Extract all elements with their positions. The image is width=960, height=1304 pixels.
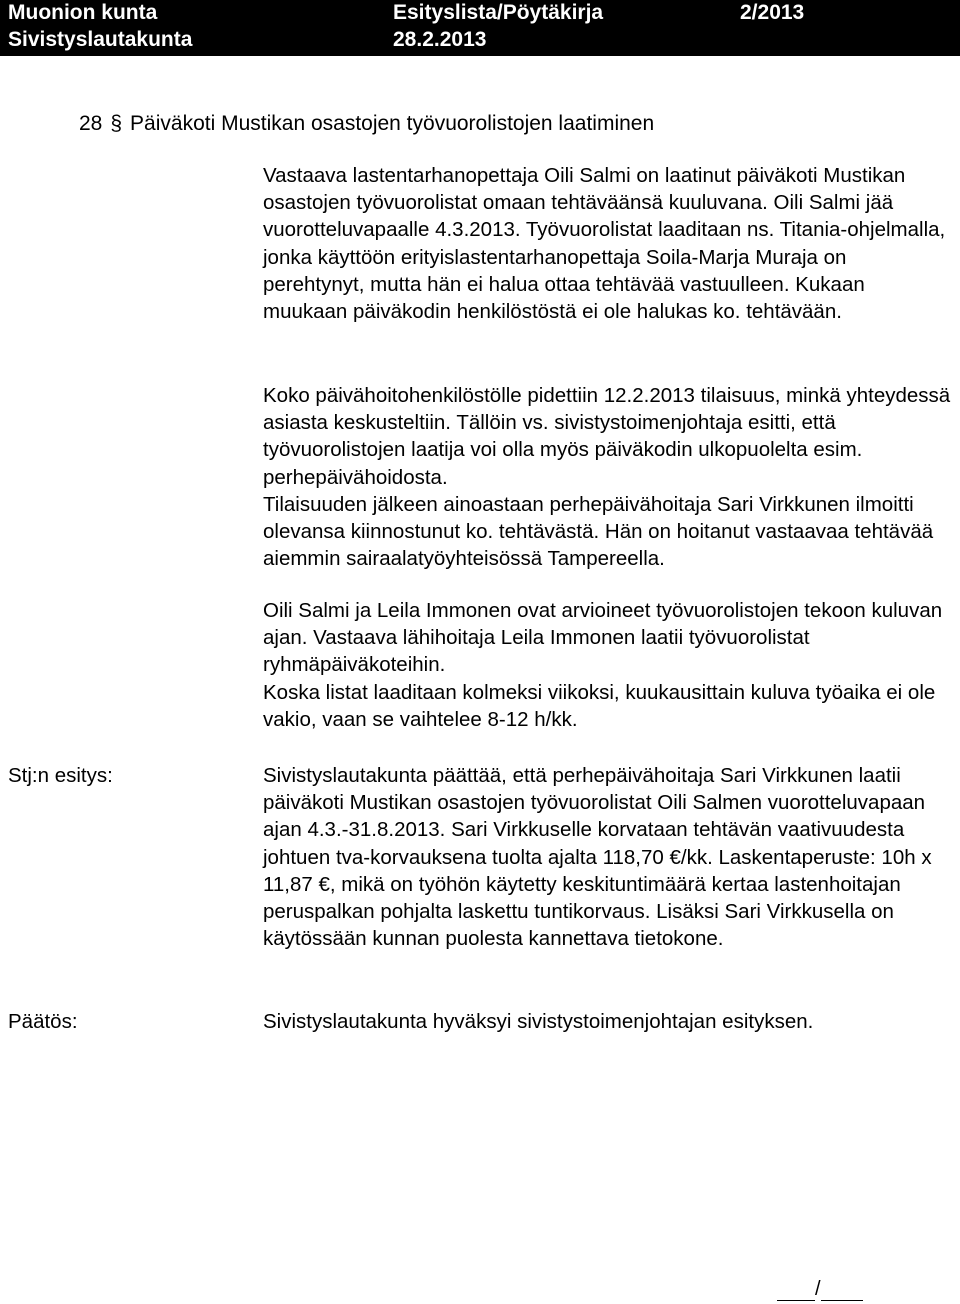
paragraph-text: Vastaava lastentarhanopettaja Oili Salmi on laatinut päiväkoti Mustikan osastojen työvuorolistat omaan tehtäväänsä kuuluvana. Oili Salmi jää vuorotteluvapaalle 4.3.2013. Työvuorolistat laaditaan ns. Titania-ohjelmalla, jonka käyttöön erityislastentarhanopettaja Soila-Marja Muraja on perehtynyt, mutta hän ei halua ottaa tehtävää vastuulleen. Kukaan muukaan päiväkodin henkilöstöstä ei ole halukas ko. tehtävään. [263, 164, 946, 324]
section-number: 28 [79, 112, 103, 135]
paragraph-text: Sivistyslautakunta päättää, että perhepäivähoitaja Sari Virkkunen laatii päiväkoti Mustikan osastojen työvuorolistat Oili Salmen vuorotteluvapaan ajan 4.3.-31.8.2013. Sari Virkkuselle korvataan tehtävän vaativuudesta johtuen tva-korvauksena tuolta ajalta 118,70 €/kk. Laskentaperuste: 10h x 11,87 €, mikä on työhön käytetty keskituntimäärä kertaa lastenhoitajan peruspalkan pohjalta laskettu tuntikorvaus. Lisäksi Sari Virkkusella on käytössään kunnan puolesta kannettava tietokone. [263, 764, 932, 951]
meeting-paragraph [263, 382, 953, 572]
meeting-date: 28.2.2013 [393, 28, 487, 51]
paragraph-text: Sivistyslautakunta hyväksyi sivistystoimenjohtajan esityksen. [263, 1010, 814, 1033]
paragraph-text: Oili Salmi ja Leila Immonen ovat arvioineet työvuorolistojen tekoon kuluvan ajan. Vastaava lähihoitaja Leila Immonen laatii työvuorolistat ryhmäpäiväkoteihin. [263, 599, 943, 677]
municipality-name: Muonion kunta [8, 1, 158, 24]
document-header [0, 0, 960, 56]
document-type: Esityslista/Pöytäkirja [393, 1, 604, 24]
decision-text [263, 1008, 953, 1035]
initials-separator: / [815, 1278, 821, 1300]
decision-label: Päätös: [8, 1010, 78, 1033]
paragraph-text: Koko päivähoitohenkilöstölle pidettiin 12.2.2013 tilaisuus, minkä yhteydessä asiasta keskusteltiin. Tällöin vs. sivistystoimenjohtaja esitti, että työvuorolistojen laatija voi olla myös päiväkodin ulkopuolelta esim. perhepäivähoidosta. [263, 384, 951, 489]
initials-blank-right [821, 1282, 863, 1301]
intro-paragraph [263, 162, 953, 325]
workload-paragraph [263, 597, 953, 733]
document-number: 2/2013 [740, 1, 805, 24]
paragraph-text: Tilaisuuden jälkeen ainoastaan perhepäivähoitaja Sari Virkkunen ilmoitti olevansa kiinnostunut ko. tehtävästä. Hän on hoitanut vastaavaa tehtävää aiemmin sairaalatyöyhteisössä Tampereella. [263, 492, 934, 571]
initials-blank-left [777, 1282, 815, 1301]
section-sign-icon: § [110, 112, 123, 135]
signature-initials-field [777, 1277, 863, 1301]
committee-name: Sivistyslautakunta [8, 28, 193, 51]
proposal-label: Stj:n esitys: [8, 764, 113, 787]
proposal-text [263, 762, 953, 952]
section-title: Päiväkoti Mustikan osastojen työvuorolistojen laatiminen [130, 112, 655, 135]
paragraph-text: Koska listat laaditaan kolmeksi viikoksi, kuukausittain kuluva työaika ei ole vakio, vaan se vaihtelee 8-12 h/kk. [263, 680, 936, 731]
section-heading [79, 111, 654, 137]
